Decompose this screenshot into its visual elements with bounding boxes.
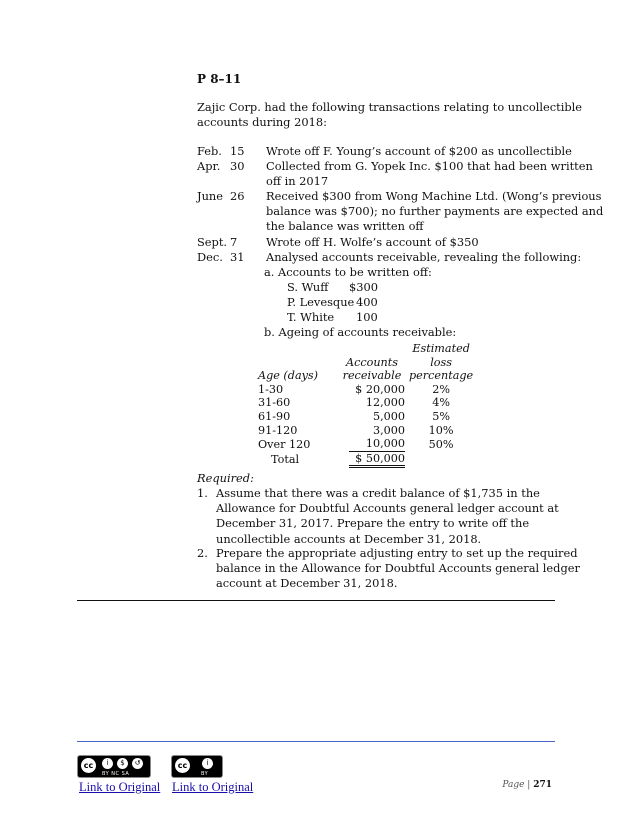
tx-month: Feb.	[197, 144, 222, 158]
badge-label: BY	[201, 771, 209, 777]
link-to-original-2[interactable]: Link to Original	[172, 780, 254, 794]
req-text: Allowance for Doubtful Accounts general ledger account at	[216, 501, 559, 516]
cc-by-nc-sa-badge[interactable]	[77, 755, 151, 778]
tx-text: Wrote off F. Young’s account of $200 as uncollectible	[266, 144, 572, 158]
table-row	[258, 383, 473, 397]
header-receivable: receivable	[342, 369, 402, 383]
by-icon: i	[102, 758, 113, 769]
total-value: $ 50,000	[349, 452, 405, 469]
requirement-2	[197, 546, 580, 592]
tx-day: 31	[230, 250, 245, 264]
tx-month: Dec.	[197, 250, 223, 264]
table-row	[258, 396, 473, 410]
age-cell: 1-30	[258, 382, 284, 396]
badge-label: BY NC SA	[102, 771, 130, 777]
pct-cell: 4%	[432, 396, 450, 410]
problem-title: P 8–11	[197, 72, 242, 86]
age-cell: 91-120	[258, 423, 298, 437]
header-age: Age (days)	[258, 369, 319, 383]
tx-day: 26	[230, 189, 245, 203]
age-cell: 31-60	[258, 396, 291, 410]
header-cell	[258, 342, 339, 356]
intro-line: accounts during 2018:	[197, 115, 327, 130]
link-to-original-1[interactable]: Link to Original	[79, 780, 161, 794]
part-a-label: a. Accounts to be written off:	[264, 265, 432, 279]
header-cell: Accounts	[346, 355, 398, 369]
total-row	[258, 452, 473, 469]
header-cell: loss	[430, 355, 452, 369]
req-num: 2.	[197, 546, 208, 560]
write-off-name: S. Wuff	[287, 280, 329, 294]
page-number	[502, 780, 552, 790]
tx-text: Received $300 from Wong Machine Ltd. (Wong’s previous	[266, 189, 602, 203]
cc-icon: cc	[81, 758, 96, 773]
section-divider	[77, 600, 555, 601]
intro-line: Zajic Corp. had the following transactions relating to uncollectible	[197, 100, 583, 114]
req-text: Prepare the appropriate adjusting entry to set up the required	[216, 546, 578, 560]
tx-month: June	[197, 189, 223, 203]
req-text: account at December 31, 2018.	[216, 576, 398, 591]
age-cell: Over 120	[258, 437, 311, 451]
receivable-cell: 12,000	[365, 396, 405, 410]
part-b-label: b. Ageing of accounts receivable:	[264, 325, 457, 339]
pct-cell: 50%	[428, 437, 454, 451]
transaction-sept	[197, 235, 479, 250]
page-label: Page |	[502, 780, 531, 790]
transaction-apr	[197, 159, 593, 189]
transaction-feb	[197, 144, 572, 159]
req-text: December 31, 2017. Prepare the entry to write off the	[216, 516, 530, 531]
age-cell: 61-90	[258, 409, 291, 423]
pct-cell: 5%	[432, 409, 450, 423]
tx-text: off in 2017	[266, 174, 329, 189]
req-num: 1.	[197, 486, 208, 500]
table-row	[258, 424, 473, 438]
write-off-amount: 100	[356, 310, 378, 324]
tx-text: the balance was written off	[266, 219, 424, 234]
total-label: Total	[271, 453, 300, 467]
header-cell	[339, 342, 409, 356]
by-icon: i	[202, 758, 213, 769]
write-off-name: T. White	[287, 310, 335, 324]
write-off-amount: $300	[349, 280, 378, 294]
transaction-june	[197, 189, 603, 235]
header-percentage: percentage	[409, 369, 474, 383]
req-text: uncollectible accounts at December 31, 2018.	[216, 531, 482, 546]
pct-cell: 2%	[432, 382, 450, 396]
tx-day: 15	[230, 144, 245, 158]
receivable-cell: 3,000	[372, 423, 405, 437]
tx-day: 7	[230, 235, 238, 249]
tx-month: Apr.	[197, 159, 221, 173]
requirement-1	[197, 486, 559, 547]
page-number-value: 271	[533, 780, 552, 790]
receivable-cell: 10,000	[349, 437, 405, 452]
header-cell: Estimated	[412, 342, 470, 355]
required-heading: Required:	[197, 471, 254, 485]
sa-icon: ↺	[132, 758, 143, 769]
footer-divider	[77, 741, 555, 742]
req-text: Assume that there was a credit balance of $1,735 in the	[216, 486, 540, 500]
tx-text: Collected from G. Yopek Inc. $100 that had been written	[266, 159, 593, 173]
cc-by-badge[interactable]	[171, 755, 223, 778]
table-row	[258, 437, 473, 452]
tx-text: Analysed accounts receivable, revealing the following:	[266, 250, 582, 264]
receivable-cell: $ 20,000	[355, 382, 405, 396]
tx-text: balance was $700); no further payments are expected and	[266, 204, 604, 219]
receivable-cell: 5,000	[372, 409, 405, 423]
pct-cell: 10%	[428, 423, 454, 437]
ageing-table	[258, 342, 473, 468]
req-text: balance in the Allowance for Doubtful Accounts general ledger	[216, 561, 580, 576]
nc-icon: $	[117, 758, 128, 769]
write-off-name: P. Levesque	[287, 295, 355, 309]
transaction-dec	[197, 250, 581, 265]
tx-text: Wrote off H. Wolfe’s account of $350	[266, 235, 479, 249]
tx-day: 30	[230, 159, 245, 173]
intro-text	[197, 100, 582, 130]
table-row	[258, 410, 473, 424]
header-cell	[258, 356, 339, 370]
cc-icon: cc	[175, 758, 190, 773]
write-off-amount: 400	[356, 295, 378, 309]
tx-month: Sept.	[197, 235, 228, 249]
